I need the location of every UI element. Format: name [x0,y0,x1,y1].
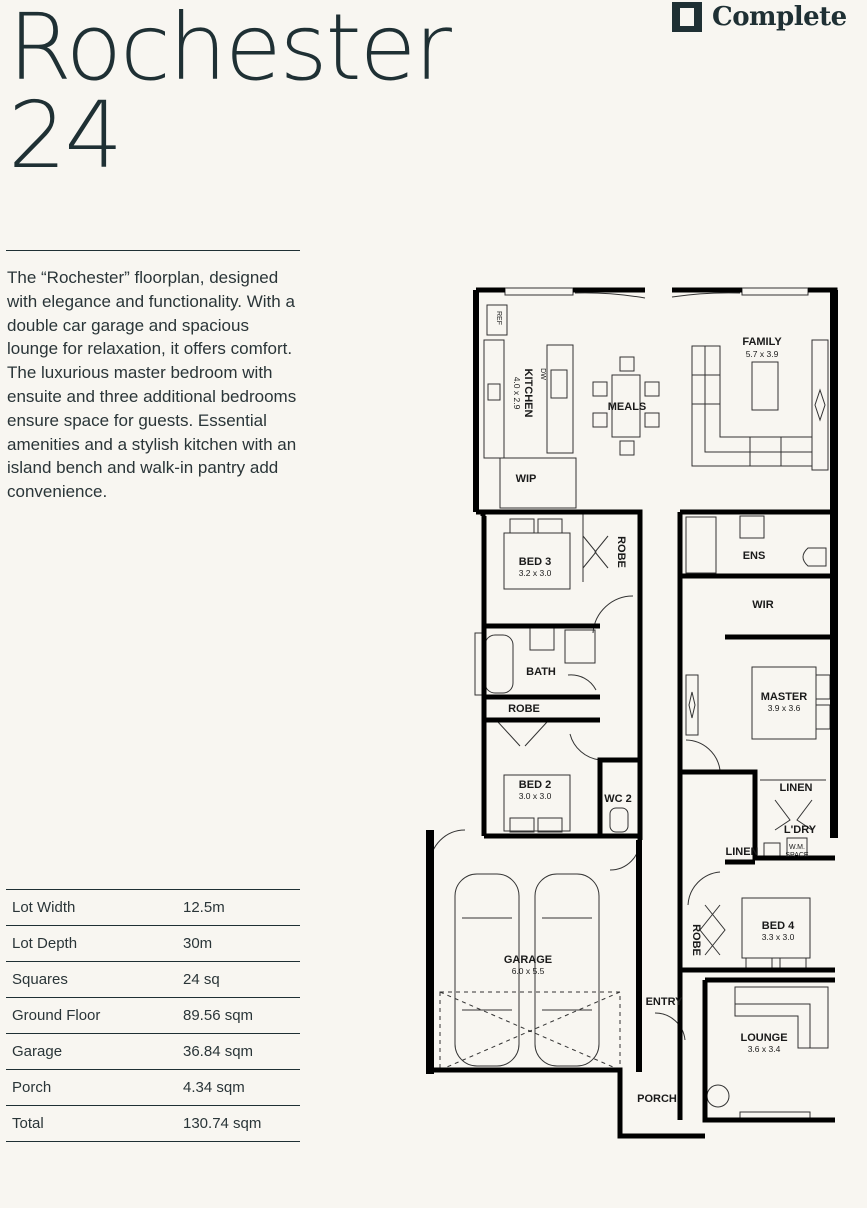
room-wm-label-2: SPACE [785,852,809,859]
room-master-size: 3.9 x 3.6 [767,703,801,713]
room-bed3-name: BED 3 [518,556,552,568]
room-family-name: FAMILY [742,336,782,348]
room-wc2-name: WC 2 [604,793,632,805]
spec-value: 24 sq [177,962,300,998]
room-bed2-name: BED 2 [518,779,552,791]
plan-title-name: Rochester [8,0,450,101]
room-porch-name: PORCH [637,1093,677,1105]
room-lounge-name: LOUNGE [740,1032,788,1044]
room-dw-name: DW [539,368,546,380]
spec-value: 4.34 sqm [177,1070,300,1106]
room-linen2-name: LINEN [725,846,759,858]
spec-label: Ground Floor [6,998,177,1034]
spec-label: Garage [6,1034,177,1070]
brand-logo [672,2,847,32]
plan-title-number: 24 [8,82,122,189]
spec-value: 36.84 sqm [177,1034,300,1070]
table-row [6,1106,300,1142]
spec-label: Lot Depth [6,926,177,962]
room-garage-name: GARAGE [503,954,553,966]
room-garage-size: 6.0 x 5.5 [511,966,545,976]
table-row [6,1034,300,1070]
room-robe-bed3-name: ROBE [615,536,627,568]
room-bath-name: BATH [526,666,556,678]
room-ens-name: ENS [742,550,766,562]
room-ref-name: REF [495,311,502,325]
room-meals-name: MEALS [607,401,647,413]
room-master-name: MASTER [760,691,808,703]
spec-value: 12.5m [177,890,300,926]
spec-value: 30m [177,926,300,962]
room-bed3-size: 3.2 x 3.0 [518,568,552,578]
brand-name: Complete [712,2,847,32]
spec-value: 130.74 sqm [177,1106,300,1142]
room-linen1-name: LINEN [779,782,813,794]
plan-description: The “Rochester” floorplan, designed with elegance and functionality. With a double car garage and spacious lounge for relaxation, it offers comfort. The luxurious master bedroom with ensuite and three additional bedrooms ensure space for guests. Essential amenities and a stylish kitchen with an island bench and walk-in pantry add convenience. [7,268,297,502]
table-row [6,890,300,926]
room-bed4-size: 3.3 x 3.0 [761,932,795,942]
room-bed4-name: BED 4 [761,920,795,932]
logo-icon [672,2,702,32]
room-family-size: 5.7 x 3.9 [745,349,779,359]
room-wm-label-1: W.M. [789,844,805,851]
room-wip-name: WIP [515,473,537,485]
room-kitchen-name: KITCHEN [522,368,534,418]
table-row [6,962,300,998]
spec-label: Lot Width [6,890,177,926]
specs-table [6,889,300,1142]
room-entry-name: ENTRY [645,996,683,1008]
room-wir-name: WIR [752,599,774,611]
room-bed2-size: 3.0 x 3.0 [518,791,552,801]
table-row [6,926,300,962]
room-kitchen-size: 4.0 x 2.9 [512,376,522,410]
spec-label: Porch [6,1070,177,1106]
floor-plan [418,286,850,1142]
plan-title [8,0,450,189]
table-row [6,998,300,1034]
spec-label: Total [6,1106,177,1142]
table-row [6,1070,300,1106]
room-robe-bed4-name: ROBE [690,924,702,956]
room-lounge-size: 3.6 x 3.4 [747,1044,781,1054]
walls [430,290,835,1136]
spec-value: 89.56 sqm [177,998,300,1034]
room-laundry-name: L'DRY [783,824,817,836]
spec-label: Squares [6,962,177,998]
room-robe-bed2-name: ROBE [508,703,540,715]
divider [6,250,300,251]
